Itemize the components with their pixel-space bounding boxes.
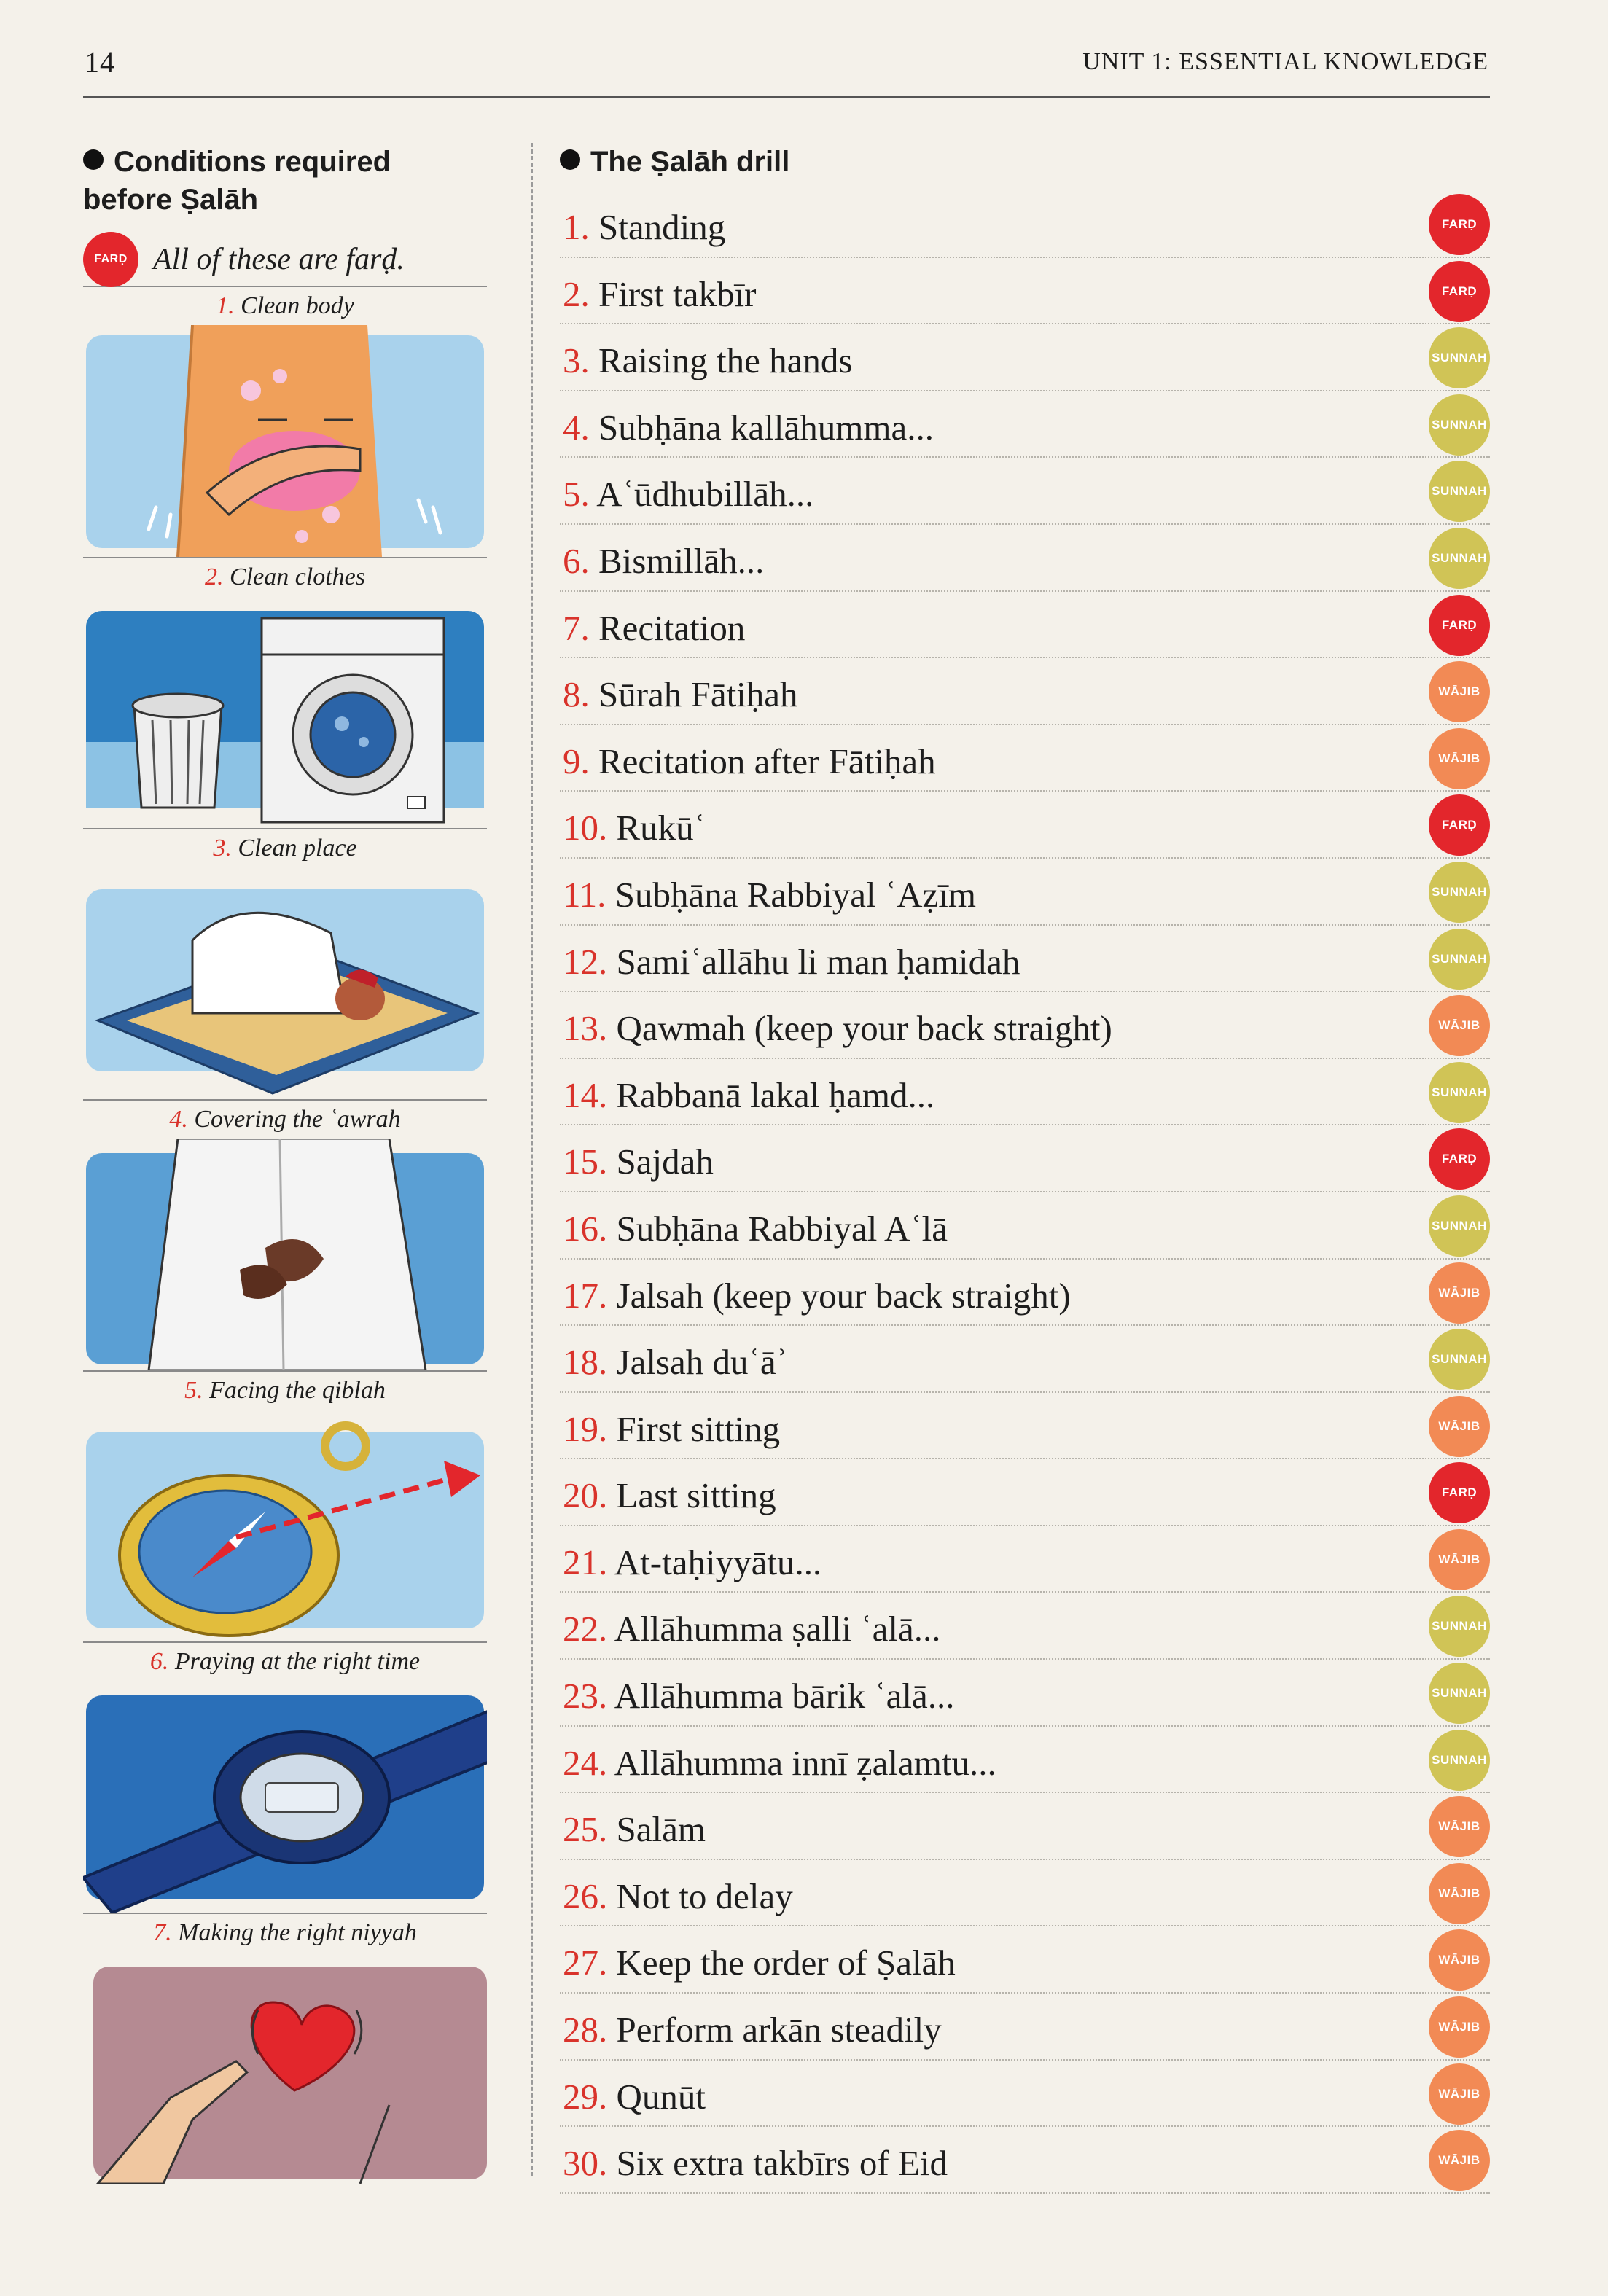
drill-item-number: 21. [563, 1542, 608, 1582]
drill-item-label: Perform arkān steadily [616, 2010, 942, 2050]
conditions-title: Conditions required before Ṣalāh [83, 146, 391, 216]
prayer-mat-illustration [83, 867, 487, 1099]
drill-item [560, 2061, 1490, 2128]
conditions-heading [83, 143, 487, 219]
condition-item [83, 828, 487, 1099]
drill-item-text [563, 1409, 780, 1450]
drill-item-number: 13. [563, 1008, 608, 1049]
drill-item-number: 3. [563, 340, 590, 381]
sunnah-badge: SUNNAH [1429, 461, 1490, 522]
drill-item-text [563, 2143, 948, 2184]
condition-number: 3. [213, 835, 232, 862]
drill-item [560, 1192, 1490, 1260]
drill-item-number: 26. [563, 1875, 608, 1916]
header-rule [83, 96, 1490, 98]
wajib-badge: WĀJIB [1429, 2063, 1490, 2125]
drill-item [560, 525, 1490, 592]
drill-heading [560, 143, 1490, 181]
drill-item-number: 17. [563, 1275, 608, 1316]
condition-caption [83, 1101, 487, 1139]
sunnah-badge: SUNNAH [1429, 327, 1490, 388]
fard-badge: FARḌ [1429, 595, 1490, 656]
drill-item-label: Jalsah duʿāʾ [616, 1342, 788, 1383]
drill-item-number: 1. [563, 207, 590, 247]
bullet-icon [83, 149, 104, 170]
heart-illustration [83, 1952, 487, 2184]
washing-machine-illustration [83, 596, 487, 828]
sunnah-badge: SUNNAH [1429, 862, 1490, 923]
drill-item [560, 1660, 1490, 1727]
fard-note-text: All of these are farḍ. [153, 243, 405, 276]
drill-item-number: 5. [563, 474, 590, 515]
condition-item [83, 557, 487, 828]
fard-badge: FARḌ [1429, 261, 1490, 322]
drill-item-label: Rukūʿ [616, 808, 706, 848]
drill-item-label: First sitting [616, 1408, 781, 1449]
drill-item-number: 29. [563, 2076, 608, 2117]
wajib-badge: WĀJIB [1429, 1996, 1490, 2058]
soap-body-illustration [83, 325, 487, 557]
wajib-badge: WĀJIB [1429, 1929, 1490, 1991]
drill-item [560, 1326, 1490, 1393]
running-head: UNIT 1: ESSENTIAL KNOWLEDGE [1082, 48, 1488, 75]
drill-item-text [563, 340, 852, 381]
drill-item-number: 30. [563, 2143, 608, 2184]
drill-item-label: Recitation after Fātiḥah [598, 741, 936, 781]
condition-caption [83, 1372, 487, 1410]
condition-caption [83, 1914, 487, 1952]
wristwatch-illustration [83, 1681, 487, 1913]
drill-item [560, 792, 1490, 859]
drill-item [560, 1059, 1490, 1126]
drill-item [560, 1926, 1490, 1994]
drill-item [560, 1994, 1490, 2061]
drill-item [560, 658, 1490, 725]
drill-item-number: 27. [563, 1942, 608, 1983]
drill-item-text [563, 674, 798, 715]
drill-item [560, 324, 1490, 391]
drill-item-text [563, 1475, 776, 1516]
drill-item-text [563, 1542, 821, 1583]
drill-item-number: 4. [563, 407, 590, 448]
drill-item [560, 1260, 1490, 1327]
wajib-badge: WĀJIB [1429, 1863, 1490, 1924]
condition-number: 6. [149, 1648, 169, 1675]
drill-item-text [563, 1609, 940, 1649]
drill-item-number: 11. [563, 874, 606, 915]
drill-item-label: Bismillāh... [598, 540, 765, 581]
drill-item-text [563, 1075, 934, 1116]
condition-label: Clean body [241, 292, 354, 319]
wajib-badge: WĀJIB [1429, 1262, 1490, 1324]
column-divider [531, 143, 533, 2176]
drill-item [560, 725, 1490, 792]
drill-item-label: Rabbanā lakal ḥamd... [616, 1074, 935, 1115]
drill-item-number: 25. [563, 1809, 608, 1850]
drill-item [560, 1860, 1490, 1927]
drill-item-label: Standing [598, 207, 726, 247]
drill-item [560, 1727, 1490, 1794]
drill-item-text [563, 875, 976, 915]
page-number: 14 [85, 46, 115, 79]
drill-item-number: 20. [563, 1475, 608, 1516]
drill-item-text [563, 1141, 714, 1182]
sunnah-badge: SUNNAH [1429, 1730, 1490, 1791]
condition-number: 2. [204, 563, 224, 590]
drill-item-text [563, 808, 706, 848]
drill-item-text [563, 608, 745, 649]
drill-item-number: 10. [563, 808, 608, 848]
drill-item [560, 992, 1490, 1059]
drill-item [560, 258, 1490, 325]
sunnah-badge: SUNNAH [1429, 528, 1490, 589]
drill-item-label: Sūrah Fātiḥah [598, 674, 798, 715]
drill-item-number: 6. [563, 540, 590, 581]
drill-item-number: 2. [563, 273, 590, 314]
drill-item [560, 1393, 1490, 1460]
drill-item-label: Qunūt [616, 2076, 706, 2117]
drill-item-label: Qawmah (keep your back straight) [616, 1008, 1112, 1049]
fard-badge: FARḌ [1429, 794, 1490, 856]
condition-item [83, 1099, 487, 1370]
drill-item-number: 7. [563, 607, 590, 648]
drill-item-number: 28. [563, 2010, 608, 2050]
drill-item-label: At-taḥiyyātu... [614, 1542, 822, 1582]
drill-item-text [563, 207, 725, 248]
drill-item-text [563, 2077, 706, 2117]
fard-badge: FARḌ [1429, 1462, 1490, 1523]
drill-item-text [563, 474, 813, 515]
drill-item-label: Aʿūdhubillāh... [596, 474, 814, 515]
drill-item-text [563, 2010, 942, 2050]
salah-drill-section [560, 143, 1490, 2194]
drill-item-text [563, 1743, 996, 1784]
drill-item-label: Keep the order of Ṣalāh [616, 1942, 956, 1983]
drill-item-label: Allāhumma innī ẓalamtu... [614, 1742, 996, 1783]
drill-item-label: Subḥāna Rabbiyal Aʿlā [616, 1208, 948, 1249]
drill-item-number: 12. [563, 941, 608, 982]
condition-label: Covering the ʿawrah [194, 1106, 401, 1133]
drill-item-text [563, 942, 1020, 983]
drill-title: The Ṣalāh drill [590, 146, 790, 178]
fard-badge: FARḌ [1429, 1128, 1490, 1190]
condition-number: 5. [184, 1377, 203, 1404]
fard-note [83, 233, 487, 286]
drill-item-label: Subḥāna kallāhumma... [598, 407, 934, 448]
drill-item-text [563, 274, 756, 315]
drill-item [560, 1593, 1490, 1660]
drill-item-text [563, 1342, 788, 1383]
wajib-badge: WĀJIB [1429, 2130, 1490, 2191]
drill-item-number: 16. [563, 1208, 608, 1249]
sunnah-badge: SUNNAH [1429, 1195, 1490, 1257]
drill-item-number: 24. [563, 1742, 608, 1783]
condition-number: 1. [216, 292, 235, 319]
sunnah-badge: SUNNAH [1429, 929, 1490, 990]
drill-item [560, 458, 1490, 525]
drill-item-label: Six extra takbīrs of Eid [616, 2143, 948, 2184]
condition-item [83, 1913, 487, 2184]
drill-item [560, 1125, 1490, 1192]
drill-item-text [563, 407, 934, 448]
drill-item-text [563, 541, 764, 582]
drill-item-text [563, 1208, 948, 1249]
drill-item-text [563, 1809, 706, 1850]
drill-item [560, 391, 1490, 458]
drill-item-label: Subḥāna Rabbiyal ʿAẓīm [614, 874, 977, 915]
wajib-badge: WĀJIB [1429, 728, 1490, 789]
conditions-section [83, 143, 487, 2184]
drill-item-label: Allāhumma bārik ʿalā... [614, 1676, 955, 1717]
drill-item-number: 22. [563, 1609, 608, 1649]
sunnah-badge: SUNNAH [1429, 1329, 1490, 1390]
condition-label: Facing the qiblah [209, 1377, 386, 1404]
condition-item [83, 1641, 487, 1913]
wajib-badge: WĀJIB [1429, 1529, 1490, 1590]
drill-item [560, 859, 1490, 926]
condition-number: 7. [153, 1919, 172, 1946]
condition-number: 4. [169, 1106, 188, 1133]
drill-item-number: 9. [563, 741, 590, 781]
drill-item-label: Last sitting [616, 1475, 776, 1516]
drill-item-label: Recitation [598, 607, 746, 648]
condition-item [83, 1370, 487, 1641]
wajib-badge: WĀJIB [1429, 661, 1490, 722]
drill-item [560, 1459, 1490, 1526]
drill-item-label: Allāhumma ṣalli ʿalā... [614, 1609, 941, 1649]
condition-label: Praying at the right time [174, 1648, 421, 1675]
condition-caption [83, 558, 487, 596]
drill-item [560, 592, 1490, 659]
condition-label: Clean clothes [229, 563, 366, 590]
wajib-badge: WĀJIB [1429, 995, 1490, 1056]
drill-item-label: Sajdah [616, 1141, 714, 1182]
sunnah-badge: SUNNAH [1429, 1663, 1490, 1724]
drill-item-label: Raising the hands [598, 340, 853, 381]
drill-item-label: First takbīr [598, 273, 757, 314]
fard-badge: FARḌ [1429, 194, 1490, 255]
drill-item-text [563, 741, 936, 782]
drill-item [560, 1526, 1490, 1593]
condition-label: Clean place [238, 835, 357, 862]
sunnah-badge: SUNNAH [1429, 1596, 1490, 1657]
drill-item [560, 2127, 1490, 2194]
drill-item-label: Salām [616, 1809, 706, 1850]
drill-item-label: Jalsah (keep your back straight) [616, 1275, 1071, 1316]
drill-item-number: 14. [563, 1074, 608, 1115]
drill-item-number: 19. [563, 1408, 608, 1449]
condition-label: Making the right niyyah [178, 1919, 417, 1946]
bullet-icon [560, 149, 580, 170]
drill-item-text [563, 1008, 1112, 1049]
drill-item [560, 191, 1490, 258]
condition-caption [83, 1643, 487, 1681]
condition-item [83, 286, 487, 557]
fard-badge: FARḌ [83, 232, 138, 287]
wajib-badge: WĀJIB [1429, 1396, 1490, 1457]
drill-item-number: 15. [563, 1141, 608, 1182]
sunnah-badge: SUNNAH [1429, 1062, 1490, 1123]
condition-caption [83, 829, 487, 867]
drill-item-number: 8. [563, 674, 590, 715]
drill-item-label: Not to delay [616, 1875, 793, 1916]
sunnah-badge: SUNNAH [1429, 394, 1490, 456]
clothing-illustration [83, 1139, 487, 1370]
drill-item-number: 23. [563, 1676, 608, 1717]
drill-item-text [563, 1676, 955, 1717]
compass-illustration [83, 1410, 487, 1641]
drill-item-text [563, 1942, 956, 1983]
condition-caption [83, 287, 487, 325]
drill-item [560, 1793, 1490, 1860]
drill-list [560, 191, 1490, 2194]
drill-item [560, 926, 1490, 993]
drill-item-number: 18. [563, 1342, 608, 1383]
drill-item-label: Samiʿallāhu li man ḥamidah [616, 941, 1020, 982]
drill-item-text [563, 1876, 793, 1917]
wajib-badge: WĀJIB [1429, 1796, 1490, 1857]
drill-item-text [563, 1276, 1071, 1316]
